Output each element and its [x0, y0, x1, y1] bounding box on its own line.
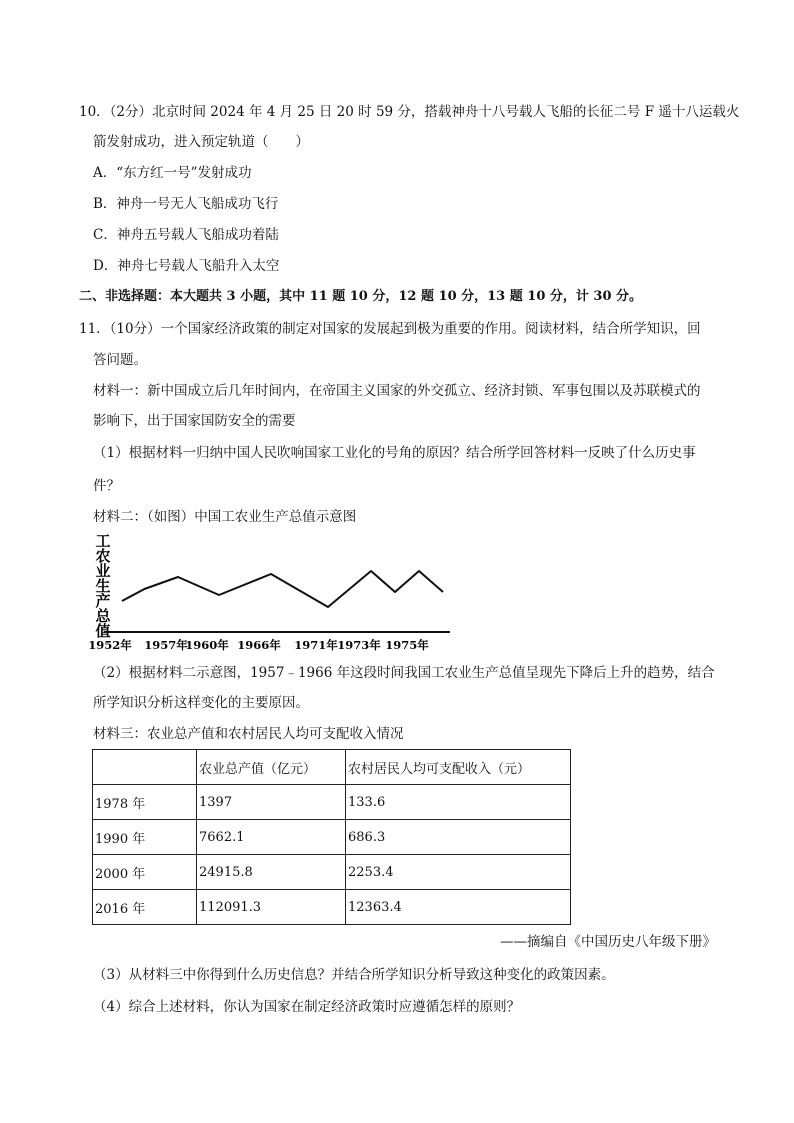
table-row [93, 890, 571, 925]
subquestion1-line1: （1）根据材料一归纳中国人民吹响国家工业化的号角的原因？结合所学回答材料一反映了什么历史事 [93, 445, 696, 461]
subquestion2-line1: （2）根据材料二示意图，1957﹣1966 年这段时间我国工农业生产总值呈现先下降后上升的趋势，结合 [93, 665, 715, 681]
output-value-line-chart [88, 528, 458, 654]
subquestion2-line2: 所学知识分析这样变化的主要原因。 [93, 695, 309, 711]
y-axis-label-char: 工 [95, 532, 111, 550]
table-cell-value: 7662.1 [197, 820, 346, 855]
y-axis-label-char: 业 [95, 562, 111, 580]
x-tick-label: 1952年 [88, 638, 132, 652]
table-row [93, 855, 571, 890]
section-heading: 二、非选择题：本大题共 3 小题，其中 11 题 10 分，12 题 10 分，13 题 10 分，计 30 分。 [79, 289, 643, 304]
q11-stem-line2: 答问题。 [93, 352, 147, 368]
table-cell-value: 112091.3 [197, 890, 346, 925]
table-cell-income: 686.3 [346, 820, 571, 855]
agriculture-income-table [92, 749, 571, 925]
table-header-cell [93, 750, 197, 785]
x-tick-labels [88, 638, 429, 652]
q10-option-c: C．神舟五号载人飞船成功着陆 [93, 227, 279, 243]
q10-option-a: A．“东方红一号”发射成功 [93, 165, 252, 181]
table-cell-year: 1978 年 [93, 785, 197, 820]
subquestion3: （3）从材料三中你得到什么历史信息？并结合所学知识分析导致这种变化的政策因素。 [93, 967, 615, 983]
material1-line1: 材料一：新中国成立后几年时间内，在帝国主义国家的外交孤立、经济封锁、军事包围以及苏联模式的 [93, 383, 701, 399]
y-axis-label-char: 值 [95, 622, 111, 640]
q11-stem-line1: 11．（10分）一个国家经济政策的制定对国家的发展起到极为重要的作用。阅读材料，结合所学知识，回 [79, 321, 701, 337]
x-tick-label: 1957年 [144, 638, 188, 652]
table-header-row [93, 750, 571, 785]
subquestion1-line2: 件？ [93, 478, 120, 494]
table-cell-year: 2016 年 [93, 890, 197, 925]
q10-option-d: D．神舟七号载人飞船升入太空 [93, 258, 280, 274]
q10-option-b: B．神舟一号无人飞船成功飞行 [93, 196, 279, 212]
table-cell-year: 1990 年 [93, 820, 197, 855]
material3-title: 材料三：农业总产值和农村居民人均可支配收入情况 [93, 726, 404, 742]
table-cell-income: 2253.4 [346, 855, 571, 890]
subquestion4: （4）综合上述材料，你认为国家在制定经济政策时应遵循怎样的原则？ [93, 999, 521, 1015]
x-tick-label: 1973年 [337, 638, 381, 652]
table-row [93, 820, 571, 855]
material1-line2: 影响下，出于国家国防安全的需要 [93, 413, 296, 429]
series-line [122, 571, 443, 607]
source-citation: ——摘编自《中国历史八年级下册》 [500, 934, 716, 950]
table-header-cell: 农业总产值（亿元） [197, 750, 346, 785]
table-header-cell: 农村居民人均可支配收入（元） [346, 750, 571, 785]
table-cell-value: 24915.8 [197, 855, 346, 890]
x-tick-label: 1975年 [385, 638, 429, 652]
q10-stem-line1: 10．（2分）北京时间 2024 年 4 月 25 日 20 时 59 分，搭载神舟十八号载人飞船的长征二号 F 遥十八运载火 [79, 104, 740, 120]
table-row [93, 785, 571, 820]
table-cell-income: 12363.4 [346, 890, 571, 925]
y-axis-label [95, 532, 111, 640]
q10-stem-line2: 箭发射成功，进入预定轨道（ ） [93, 134, 309, 150]
x-tick-label: 1966年 [237, 638, 281, 652]
y-axis-label-char: 产 [95, 592, 111, 610]
table-cell-income: 133.6 [346, 785, 571, 820]
x-tick-label: 1971年 [294, 638, 338, 652]
y-axis-label-char: 农 [95, 547, 111, 565]
y-axis-label-char: 生 [95, 577, 111, 595]
table-cell-value: 1397 [197, 785, 346, 820]
x-tick-label: 1960年 [185, 638, 229, 652]
material2-title: 材料二：（如图）中国工农业生产总值示意图 [93, 509, 357, 525]
y-axis-label-char: 总 [95, 607, 111, 625]
table-cell-year: 2000 年 [93, 855, 197, 890]
